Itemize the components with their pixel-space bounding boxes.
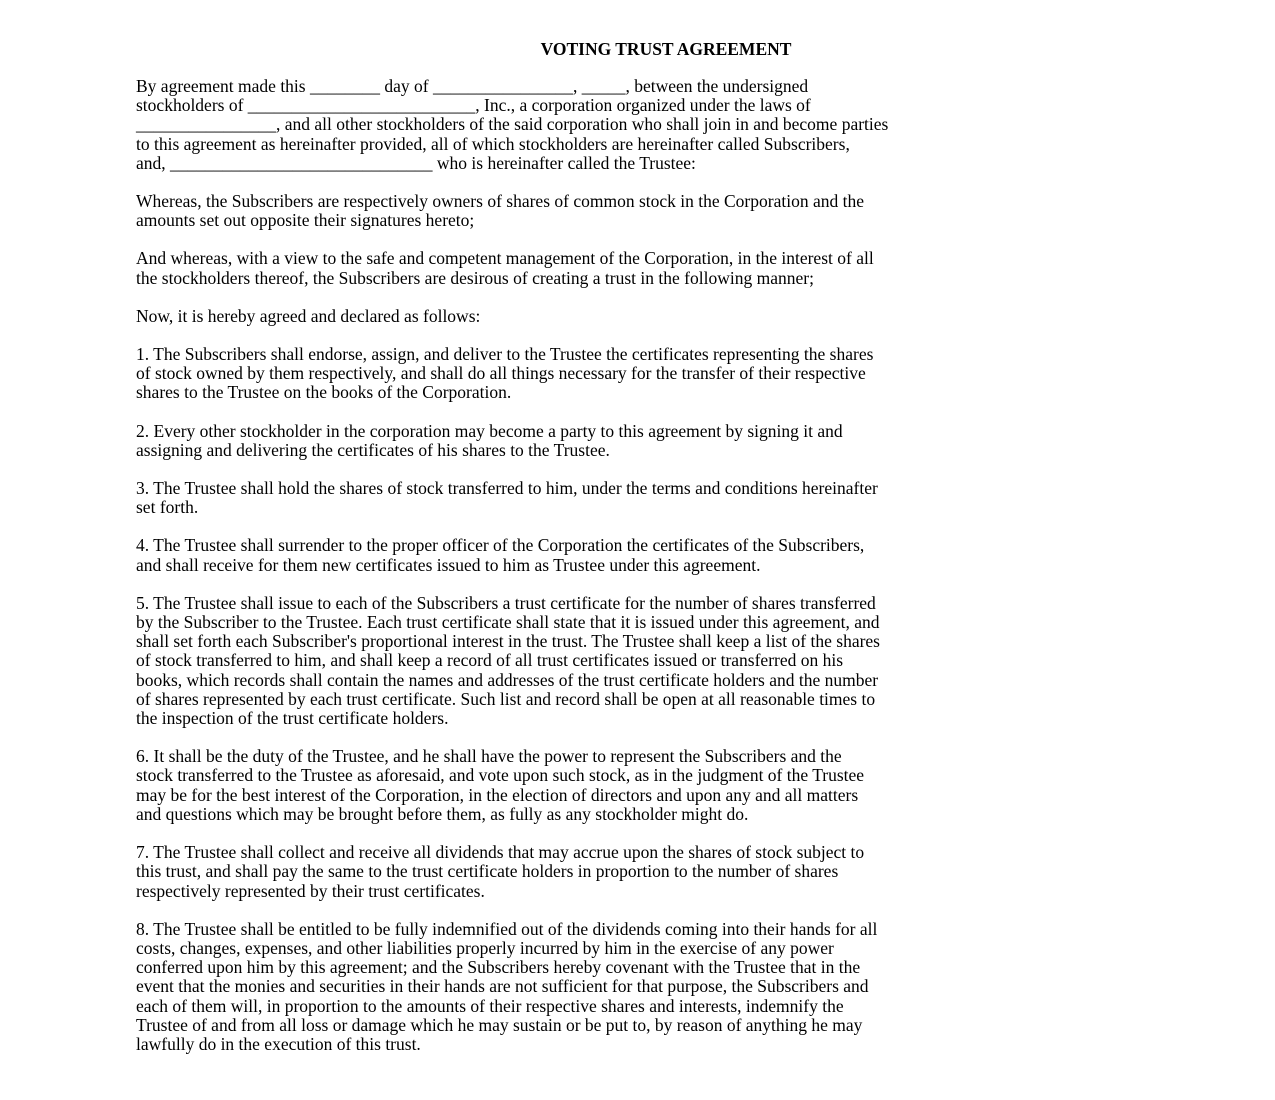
document-page (136, 38, 1206, 1073)
preamble-paragraph: By agreement made this ________ day of ________________, _____, between the undersigned stockholders of __________________________, Inc., a corporation organized under the laws of ________________, and all other stockholders of the said corporation who shall join in and become parties to this agreement as hereinafter provided, all of which stockholders are hereinafter called Subscribers, and, ______________________________ who is hereinafter called the Trustee: (136, 76, 889, 173)
clause-2: 2. Every other stockholder in the corporation may become a party to this agreement by signing it and assigning and delivering the certificates of his shares to the Trustee. (136, 420, 843, 460)
clause-4: 4. The Trustee shall surrender to the proper officer of the Corporation the certificates of the Subscribers, and shall receive for them new certificates issued to him as Trustee under this agreement. (136, 535, 865, 575)
and-whereas-paragraph: And whereas, with a view to the safe and competent management of the Corporation, in the interest of all the stockholders thereof, the Subscribers are desirous of creating a trust in the following manner; (136, 248, 874, 288)
clause-5: 5. The Trustee shall issue to each of the Subscribers a trust certificate for the number of shares transferred by the Subscriber to the Trustee. Each trust certificate shall state that it is issued under this agreement, and shall set forth each Subscriber's proportional interest in the trust. The Trustee shall keep a list of the shares of stock transferred to him, and shall keep a record of all trust certificates issued or transferred on his books, which records shall contain the names and addresses of the trust certificate holders and the number of shares represented by each trust certificate. Such list and record shall be open at all reasonable times to the inspection of the trust certificate holders. (136, 592, 880, 729)
clause-7: 7. The Trustee shall collect and receive all dividends that may accrue upon the shares of stock subject to this trust, and shall pay the same to the trust certificate holders in proportion to the number of shares respectively represented by their trust certificates. (136, 842, 865, 901)
clause-8: 8. The Trustee shall be entitled to be fully indemnified out of the dividends coming into their hands for all costs, changes, expenses, and other liabilities properly incurred by him in the exercise of any power conferred upon him by this agreement; and the Subscribers hereby covenant with the Trustee that in the event that the monies and securities in their hands are not sufficient for that purpose, the Subscribers and each of them will, in proportion to the amounts of their respective shares and interests, indemnify the Trustee of and from all loss or damage which he may sustain or be put to, by reason of anything he may lawfully do in the execution of this trust. (136, 918, 878, 1054)
document-title: VOTING TRUST AGREEMENT (540, 39, 792, 59)
clause-6: 6. It shall be the duty of the Trustee, and he shall have the power to represent the Subscribers and the stock transferred to the Trustee as aforesaid, and vote upon such stock, as in the judgment of the Trustee may be for the best interest of the Corporation, in the election of directors and upon any and all matters and questions which may be brought before them, as fully as any stockholder might do. (136, 746, 865, 824)
clause-1: 1. The Subscribers shall endorse, assign, and deliver to the Trustee the certificates representing the shares of stock owned by them respectively, and shall do all things necessary for the transfer of their respective shares to the Trustee on the books of the Corporation. (136, 344, 874, 403)
whereas-paragraph: Whereas, the Subscribers are respectively owners of shares of common stock in the Corporation and the amounts set out opposite their signatures hereto; (136, 191, 864, 231)
clause-3: 3. The Trustee shall hold the shares of stock transferred to him, under the terms and conditions hereinafter set forth. (136, 478, 878, 518)
agreement-intro-paragraph: Now, it is hereby agreed and declared as follows: (136, 305, 481, 326)
